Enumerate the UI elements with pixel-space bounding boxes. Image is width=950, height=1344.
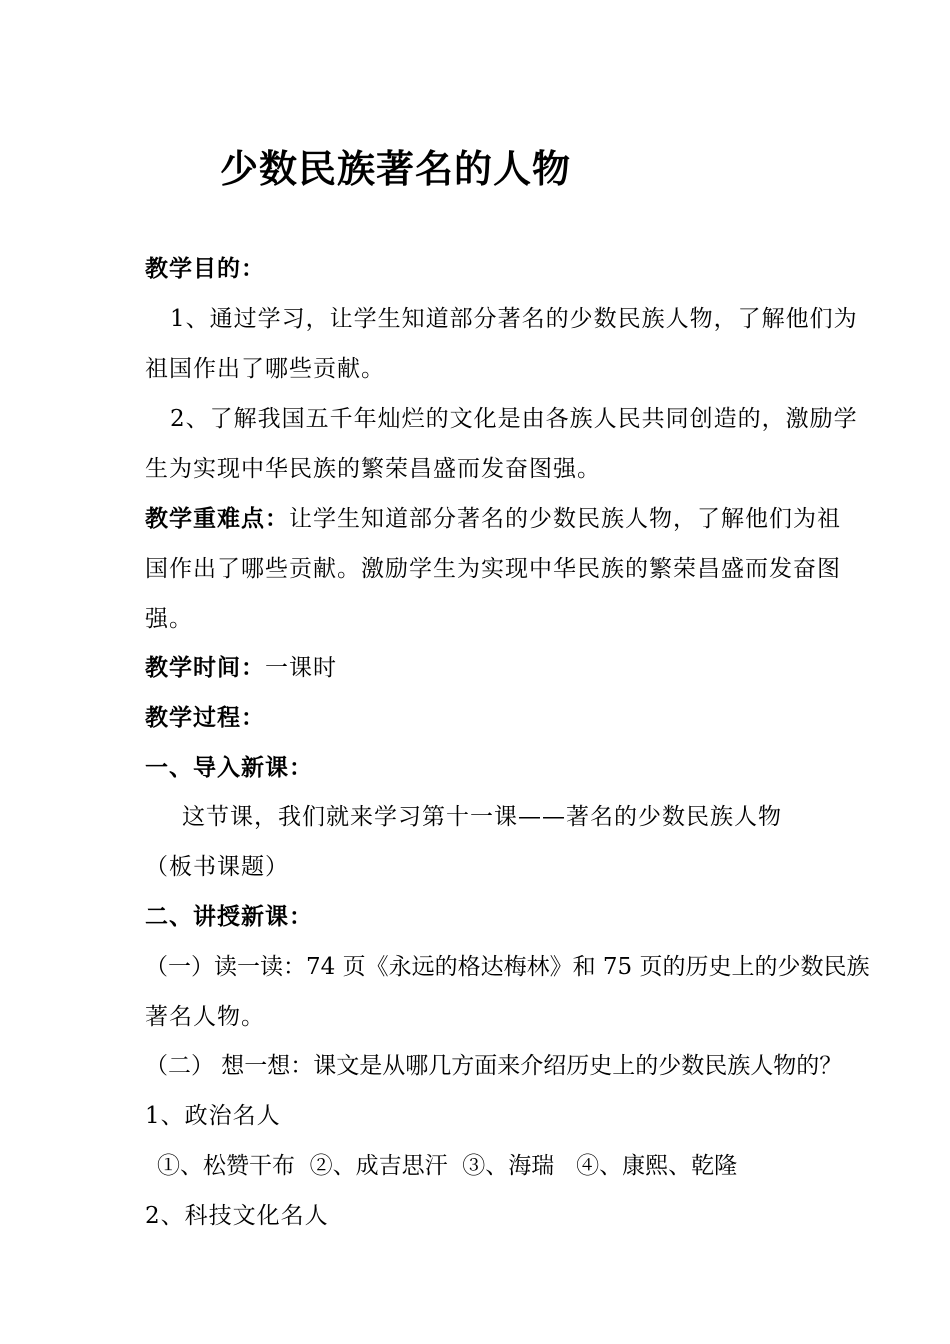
think-line: （二） 想一想：课文是从哪几方面来介绍历史上的少数民族人物的？ — [145, 1053, 843, 1079]
section-2-heading: 二、讲授新课： — [145, 904, 313, 930]
time-paragraph — [145, 652, 337, 684]
read-line-1: （一）读一读：74 页《永远的格达梅林》和 75 页的历史上的少数民族 — [145, 954, 870, 980]
objective-2-line-2: 生为实现中华民族的繁荣昌盛而发奋图强。 — [145, 456, 601, 482]
objective-1-line-2: 祖国作出了哪些贡献。 — [145, 356, 385, 382]
section-1-line-2: （板书课题） — [145, 854, 289, 880]
time-heading: 教学时间： — [145, 655, 265, 681]
category-1-items: ①、松赞干布 ②、成吉思汗 ③、海瑞 ④、康熙、乾隆 — [157, 1153, 738, 1179]
objective-2-line-1: 2、了解我国五千年灿烂的文化是由各族人民共同创造的，激励学 — [170, 406, 858, 432]
objectives-heading: 教学目的： — [145, 256, 265, 282]
keypoints-text-line-2: 国作出了哪些贡献。激励学生为实现中华民族的繁荣昌盛而发奋图 — [145, 556, 841, 582]
keypoints-heading: 教学重难点： — [145, 506, 289, 532]
objective-1-line-1: 1、通过学习，让学生知道部分著名的少数民族人物，了解他们为 — [170, 306, 858, 332]
category-2: 2、科技文化名人 — [145, 1203, 329, 1229]
keypoints-text-line-3: 强。 — [145, 606, 193, 632]
keypoints-paragraph — [145, 503, 841, 535]
read-line-2: 著名人物。 — [145, 1004, 265, 1030]
section-1-line-1: 这节课，我们就来学习第十一课——著名的少数民族人物 — [182, 804, 782, 830]
time-value: 一课时 — [265, 655, 337, 681]
section-1-heading: 一、导入新课： — [145, 755, 313, 781]
category-1: 1、政治名人 — [145, 1103, 281, 1129]
process-heading: 教学过程： — [145, 705, 265, 731]
document-title: 少数民族著名的人物 — [220, 147, 572, 191]
keypoints-text-line-1: 让学生知道部分著名的少数民族人物，了解他们为祖 — [289, 506, 841, 532]
